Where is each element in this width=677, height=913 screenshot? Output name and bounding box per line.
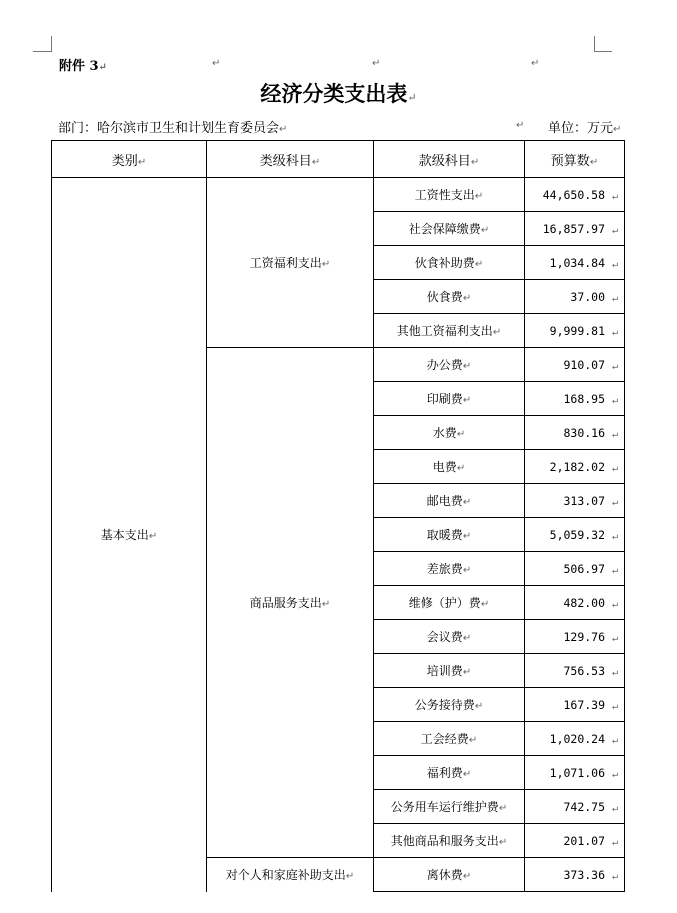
budget-amount-cell: 201.07 ↵ bbox=[525, 824, 625, 858]
paragraph-mark: ↵ bbox=[531, 58, 540, 69]
item-subject-cell: 伙食费↵ bbox=[374, 280, 525, 314]
attachment-label: 附件 3↵ bbox=[59, 59, 107, 74]
budget-amount-cell: 756.53 ↵ bbox=[525, 654, 625, 688]
item-subject-cell: 办公费↵ bbox=[374, 348, 525, 382]
item-subject-cell: 离休费↵ bbox=[374, 858, 525, 892]
item-subject-cell: 工资性支出↵ bbox=[374, 178, 525, 212]
budget-amount-cell: 910.07 ↵ bbox=[525, 348, 625, 382]
crop-mark-top-left bbox=[33, 51, 51, 52]
item-subject-cell: 取暖费↵ bbox=[374, 518, 525, 552]
paragraph-mark: ↵ bbox=[516, 120, 525, 131]
budget-amount-cell: 373.36 ↵ bbox=[525, 858, 625, 892]
paragraph-mark: ↵ bbox=[372, 58, 381, 69]
page-title: 经济分类支出表↵ bbox=[260, 81, 417, 106]
budget-amount-cell: 5,059.32 ↵ bbox=[525, 518, 625, 552]
budget-amount-cell: 742.75 ↵ bbox=[525, 790, 625, 824]
category-cell: 基本支出↵ bbox=[52, 178, 207, 892]
item-subject-cell: 其他工资福利支出↵ bbox=[374, 314, 525, 348]
crop-mark-top-right bbox=[594, 51, 612, 52]
item-subject-cell: 工会经费↵ bbox=[374, 722, 525, 756]
item-subject-cell: 邮电费↵ bbox=[374, 484, 525, 518]
budget-amount-cell: 9,999.81 ↵ bbox=[525, 314, 625, 348]
crop-mark-top-left-v bbox=[51, 36, 52, 52]
table-row bbox=[52, 178, 625, 212]
item-subject-cell: 公务用车运行维护费↵ bbox=[374, 790, 525, 824]
budget-amount-cell: 2,182.02 ↵ bbox=[525, 450, 625, 484]
header-class-subject: 类级科目↵ bbox=[207, 141, 374, 178]
header-budget: 预算数↵ bbox=[525, 141, 625, 178]
budget-amount-cell: 37.00 ↵ bbox=[525, 280, 625, 314]
item-subject-cell: 社会保障缴费↵ bbox=[374, 212, 525, 246]
department-label: 部门：哈尔滨市卫生和计划生育委员会↵ bbox=[58, 121, 288, 136]
item-subject-cell: 差旅费↵ bbox=[374, 552, 525, 586]
item-subject-cell: 会议费↵ bbox=[374, 620, 525, 654]
budget-amount-cell: 16,857.97 ↵ bbox=[525, 212, 625, 246]
item-subject-cell: 电费↵ bbox=[374, 450, 525, 484]
unit-label: 单位：万元↵ bbox=[548, 121, 622, 136]
item-subject-cell: 伙食补助费↵ bbox=[374, 246, 525, 280]
budget-amount-cell: 1,020.24 ↵ bbox=[525, 722, 625, 756]
crop-mark-top-right-v bbox=[594, 36, 595, 52]
budget-amount-cell: 1,034.84 ↵ bbox=[525, 246, 625, 280]
budget-amount-cell: 506.97 ↵ bbox=[525, 552, 625, 586]
budget-amount-cell: 167.39 ↵ bbox=[525, 688, 625, 722]
expense-table bbox=[51, 140, 625, 892]
item-subject-cell: 水费↵ bbox=[374, 416, 525, 450]
class-subject-cell: 对个人和家庭补助支出↵ bbox=[207, 858, 374, 892]
header-item-subject: 款级科目↵ bbox=[374, 141, 525, 178]
paragraph-mark: ↵ bbox=[212, 58, 221, 69]
item-subject-cell: 其他商品和服务支出↵ bbox=[374, 824, 525, 858]
header-category: 类别↵ bbox=[52, 141, 207, 178]
budget-amount-cell: 482.00 ↵ bbox=[525, 586, 625, 620]
item-subject-cell: 维修（护）费↵ bbox=[374, 586, 525, 620]
item-subject-cell: 培训费↵ bbox=[374, 654, 525, 688]
class-subject-cell: 商品服务支出↵ bbox=[207, 348, 374, 858]
budget-amount-cell: 313.07 ↵ bbox=[525, 484, 625, 518]
budget-amount-cell: 129.76 ↵ bbox=[525, 620, 625, 654]
item-subject-cell: 福利费↵ bbox=[374, 756, 525, 790]
budget-amount-cell: 44,650.58 ↵ bbox=[525, 178, 625, 212]
item-subject-cell: 公务接待费↵ bbox=[374, 688, 525, 722]
item-subject-cell: 印刷费↵ bbox=[374, 382, 525, 416]
budget-amount-cell: 168.95 ↵ bbox=[525, 382, 625, 416]
table-header-row bbox=[52, 141, 625, 178]
budget-amount-cell: 830.16 ↵ bbox=[525, 416, 625, 450]
class-subject-cell: 工资福利支出↵ bbox=[207, 178, 374, 348]
budget-amount-cell: 1,071.06 ↵ bbox=[525, 756, 625, 790]
